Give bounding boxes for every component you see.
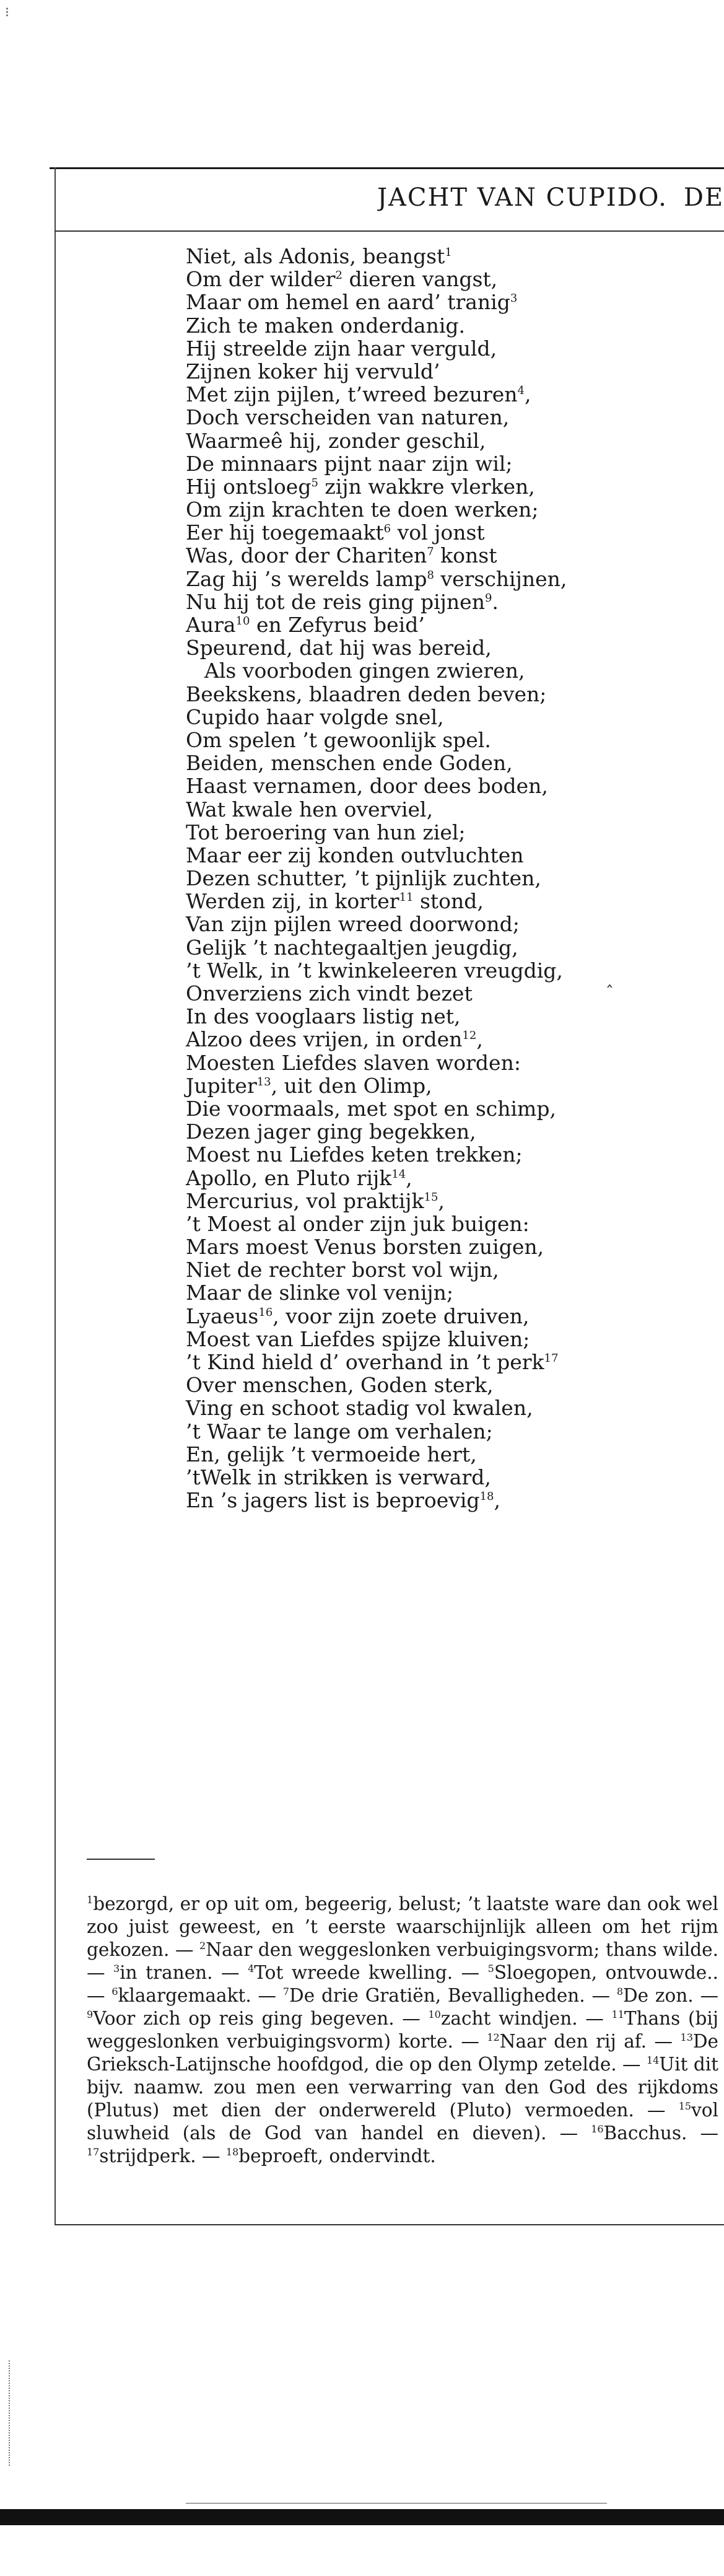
footnote-text: klaargemaakt.	[118, 1985, 251, 2006]
poem-line: ’t Moest al onder zijn juk buigen:	[186, 1211, 530, 1236]
footnote-ref: 16	[258, 1305, 273, 1319]
poem-line: Van zijn pijlen wreed doorwond;	[186, 912, 520, 937]
poem-line: ’t Welk, in ’t kwinkeleeren vreugdig,	[186, 958, 563, 983]
poem-line: Moest nu Liefdes keten trekken;	[186, 1142, 523, 1167]
footnote-text: De Grieksch-Latijnsche hoofdgod, die op den Olymp zetelde.	[87, 2031, 718, 2075]
footnotes: $^1$bezorgd, er op uit om, begeerig, belust; ’t laatste ware dan ook wel zoo juist geweest, en ’t eerste waarschijnlijk alleen om het rijm gekozen. — $^2$Naar den weggeslonken verbuigingsvorm; thans wilde. — $^3$in tranen. — $^4$Tot wreede kwelling. — $^5$Sloegopen, ontvouwde.. — $^6$klaargemaakt. — $^7$De drie Gratiën, Bevalligheden. — $^8$De zon. — $^9$Voor zich op reis ging begeven. — $^{10}$zacht windjen. — $^{11}$Thans (bij weggeslonken verbuigingsvorm) korte. — $^{12}$Naar den rij af. — $^{13}$De Grieksch-Latijnsche hoofdgod, die op den Olymp zetelde. — $^{14}$Uit dit bijv. naamw. zou men een verwarring van den God des rijkdoms (Plutus) met dien der onderwereld (Pluto) vermoeden. — $^{15}$vol sluwheid (als de God van handel en dieven). — $^{16}$Bacchus. — $^{17}$strijdperk. — $^{18}$beproeft, ondervindt.	[87, 1893, 718, 2166]
poem-text	[186, 245, 718, 1512]
footnote-text: beproeft, ondervindt.	[238, 2145, 436, 2166]
poem-line: Zich te maken onderdanig.	[186, 313, 465, 338]
footnote-text: De zon.	[623, 1985, 694, 2006]
poem-line: Hij streelde zijn haar verguld,	[186, 336, 497, 361]
footnote-number: 3	[113, 1963, 120, 1975]
poem-line: Haast vernamen, door dees boden,	[186, 774, 548, 799]
left-margin-line	[55, 167, 56, 2224]
running-header	[377, 183, 724, 212]
footnote-text: Bacchus.	[603, 2123, 687, 2144]
footnote-number: 14	[646, 2054, 660, 2067]
header-rule	[55, 230, 724, 232]
poem-line: Apollo, en Pluto rijk$^{14}$,	[186, 1165, 412, 1190]
poem-line: Dezen schutter, ’t pijnlijk zuchten,	[186, 866, 541, 891]
poem-line: De minnaars pijnt naar zijn wil;	[186, 451, 513, 476]
footnote-ref: 4	[517, 384, 525, 398]
poem-line: Doch verscheiden van naturen,	[186, 405, 510, 430]
poem-line: Over menschen, Goden sterk,	[186, 1373, 494, 1398]
footnote-number: 17	[87, 2146, 100, 2158]
margin-scan-marks	[9, 2360, 14, 2466]
footnote-text: strijdperk.	[99, 2145, 196, 2166]
footnote-ref: 5	[311, 476, 318, 489]
poem-line: Maar eer zij konden outvluchten	[186, 843, 524, 867]
poem-line: In des vooglaars listig net,	[186, 1004, 461, 1029]
footnote-ref: 17	[544, 1352, 559, 1365]
poem-line: Hij ontsloeg$^5$ zijn wakkre vlerken,	[186, 474, 535, 499]
footnote-number: 7	[282, 1986, 290, 1998]
poem-line: Als voorboden gingen zwieren,	[204, 659, 525, 683]
poem-line: Niet de rechter borst vol wijn,	[186, 1258, 499, 1282]
poem-line: Wat kwale hen overviel,	[186, 797, 434, 821]
poem-line: Onverziens zich vindt bezet	[186, 981, 473, 1005]
poem-line: Mercurius, vol praktijk$^{15}$,	[186, 1188, 445, 1213]
poem-line: Met zijn pijlen, t’wreed bezuren$^4$,	[186, 382, 531, 407]
poem-line: Tot beroering van hun ziel;	[186, 820, 466, 844]
footnote-number: 16	[591, 2123, 604, 2136]
poem-line: Aura$^{10}$ en Zefyrus beid’	[186, 613, 425, 637]
bottom-black-band	[0, 2509, 724, 2525]
footnote-text: Voor zich op reis ging begeven.	[93, 2008, 395, 2029]
top-rule	[50, 167, 724, 169]
footnote-number: 11	[611, 2009, 624, 2021]
poem-line: Waarmeê hij, zonder geschil,	[186, 428, 486, 453]
poem-line: Alzoo dees vrijen, in orden$^{12}$,	[186, 1027, 483, 1052]
poem-line: Jupiter$^{13}$, uit den Olimp,	[186, 1073, 432, 1098]
poem-line: ’t Kind hield d’ overhand in ’t perk$^{17}$	[186, 1350, 559, 1374]
footnote-text: Uit dit bijv. naamw. zou men een verwarring van den God des rijkdoms (Plutus) met dien der onderwereld (Pluto) vermoeden.	[87, 2054, 718, 2121]
poem-line: Beekskens, blaadren deden beven;	[186, 681, 547, 706]
footnote-number: 18	[225, 2146, 239, 2158]
poem-line: Gelijk ’t nachtegaaltjen jeugdig,	[186, 935, 518, 960]
poem-line: Niet, als Adonis, beangst$^1$	[186, 244, 452, 268]
poem-line: Die voormaals, met spot en schimp,	[186, 1096, 556, 1121]
poem-line: Om spelen ’t gewoonlijk spel.	[186, 727, 491, 752]
footnote-ref: 7	[427, 545, 434, 559]
footnote-text: zacht windjen.	[440, 2008, 578, 2029]
footnote-ref: 8	[427, 568, 434, 582]
poem-line: Speurend, dat hij was bereid,	[186, 636, 492, 660]
bottom-rule	[55, 2224, 724, 2225]
stray-mark: ‸	[607, 970, 613, 988]
footnote-ref: 1	[445, 246, 452, 259]
poem-line: Zag hij ’s werelds lamp$^8$ verschijnen,	[186, 566, 567, 591]
poem-line: ’tWelk in strikken is verward,	[186, 1465, 491, 1489]
footnote-ref: 3	[510, 292, 518, 305]
footnote-ref: 14	[391, 1167, 406, 1181]
footnote-text: Naar den rij af.	[499, 2031, 647, 2052]
poem-line: En, gelijk ’t vermoeide hert,	[186, 1442, 477, 1466]
footnote-text: vol sluwheid (als de God van handel en dieven).	[87, 2100, 718, 2144]
footnote-number: 9	[87, 2009, 94, 2021]
poem-line: Moest van Liefdes spijze kluiven;	[186, 1326, 530, 1351]
poem-line: Moesten Liefdes slaven worden:	[186, 1050, 521, 1075]
footnote-number: 15	[678, 2100, 692, 2113]
footnote-number: 4	[248, 1963, 255, 1975]
poem-line: En ’s jagers list is beproevig$^{18}$,	[186, 1488, 500, 1513]
footnote-number: 12	[487, 2031, 500, 2044]
poem-line: Om der wilder$^2$ dieren vangst,	[186, 267, 498, 292]
footnote-ref: 18	[479, 1490, 494, 1504]
poem-line: Mars moest Venus borsten zuigen,	[186, 1235, 544, 1260]
footnote-text: Tot wreede kwelling.	[254, 1962, 453, 1983]
footnote-ref: 13	[256, 1075, 271, 1089]
poem-line: Dezen jager ging begekken,	[186, 1119, 476, 1144]
poem-line: Nu hij tot de reis ging pijnen$^9$.	[186, 589, 499, 614]
running-title: JACHT VAN CUPIDO.	[377, 183, 668, 212]
footnote-text: Naar den weggeslonken verbuigingsvorm; thans wilde.	[206, 1939, 718, 1960]
corner-scan-mark: ⁝	[5, 5, 9, 20]
poem-line: Eer hij toegemaakt$^6$ vol jonst	[186, 520, 485, 545]
footnote-number: 8	[616, 1986, 623, 1998]
page-label: DE	[683, 183, 724, 212]
footnote-number: 10	[428, 2009, 441, 2021]
poem-line: Zijnen koker hij vervuld’	[186, 359, 440, 383]
footnote-number: 13	[680, 2031, 693, 2044]
footnote-rule	[87, 1859, 155, 1860]
footnote-text: bezorgd, er op uit om, begeerig, belust; ’t laatste ware dan ook wel zoo juist geweest, en ’t eerste waarschijnlijk alleen om het rijm gekozen.	[87, 1893, 718, 1960]
poem-line: Was, door der Chariten$^7$ konst	[186, 543, 497, 568]
footnote-text: De drie Gratiën, Bevalligheden.	[289, 1985, 585, 2006]
poem-line: Beiden, menschen ende Goden,	[186, 751, 513, 776]
poem-line: Lyaeus$^{16}$, voor zijn zoete druiven,	[186, 1303, 530, 1328]
poem-line: Om zijn krachten te doen werken;	[186, 497, 539, 522]
poem-line: Cupido haar volgde snel,	[186, 704, 444, 729]
poem-line: ’t Waar te lange om verhalen;	[186, 1419, 493, 1444]
footnote-number: 1	[87, 1894, 94, 1906]
footnote-text: in tranen.	[120, 1962, 213, 1983]
footnote-ref: 11	[399, 891, 414, 905]
footnote-ref: 6	[383, 522, 391, 536]
footnote-ref: 2	[335, 269, 342, 283]
footnote-number: 5	[487, 1963, 494, 1975]
bottom-thin-line	[186, 2503, 607, 2504]
footnote-ref: 10	[235, 615, 250, 628]
poem-line: Maar om hemel en aard’ tranig$^3$	[186, 290, 518, 315]
footnote-text: Thans (bij weggeslonken verbuigingsvorm) korte.	[87, 2008, 718, 2052]
footnote-number: 2	[199, 1940, 206, 1952]
footnote-number: 6	[111, 1986, 118, 1998]
poem-line: Werden zij, in korter$^{11}$ stond,	[186, 889, 484, 914]
poem-line: Maar de slinke vol venijn;	[186, 1281, 453, 1305]
footnote-ref: 15	[424, 1190, 438, 1204]
poem-line: Ving en schoot stadig vol kwalen,	[186, 1396, 533, 1421]
footnote-ref: 12	[462, 1029, 477, 1043]
footnote-text: Sloegopen, ontvouwde..	[494, 1962, 718, 1983]
footnote-ref: 9	[484, 591, 492, 605]
